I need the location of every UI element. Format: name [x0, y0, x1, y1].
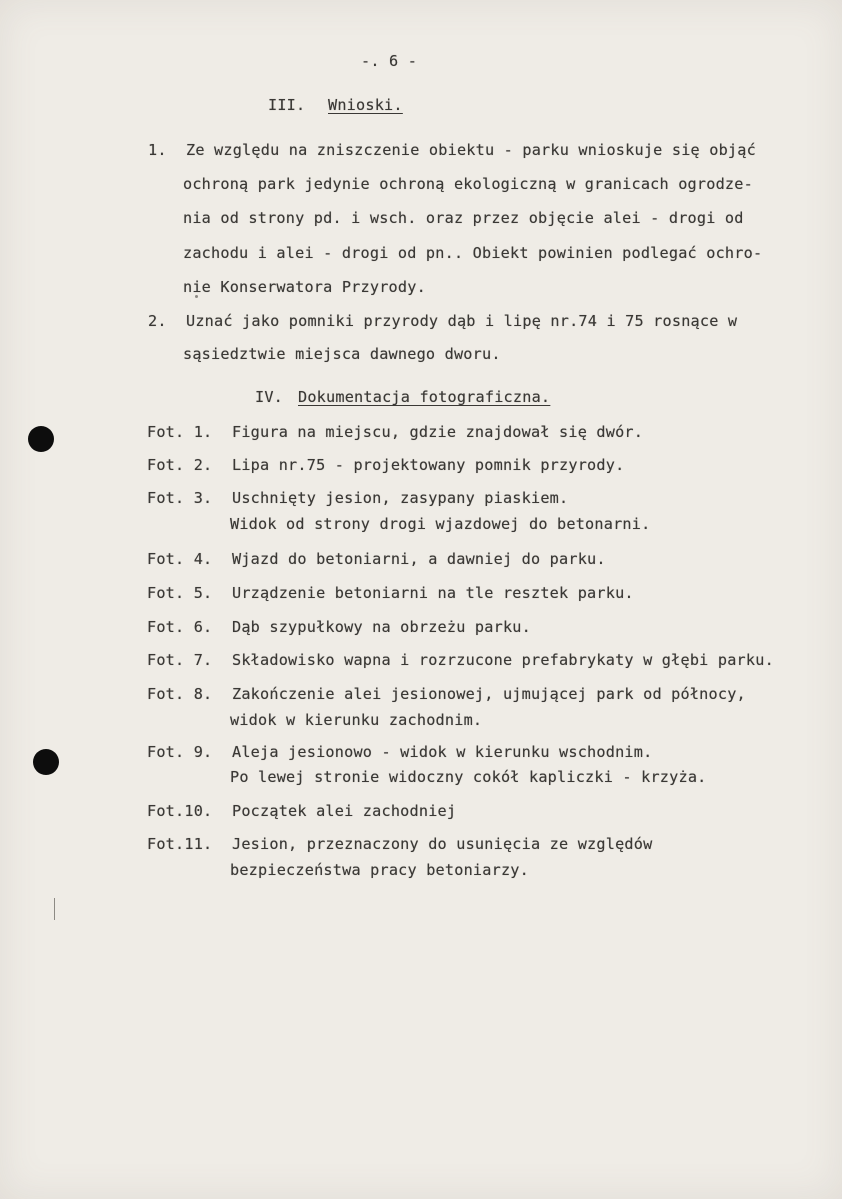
- photo-caption: Po lewej stronie widoczny cokół kapliczki - krzyża.: [230, 768, 707, 786]
- conclusion-line: Ze względu na zniszczenie obiektu - parku wnioskuje się objąć: [186, 141, 756, 159]
- photo-caption: Jesion, przeznaczony do usunięcia ze względów: [232, 835, 653, 853]
- photo-label: Fot. 6.: [147, 618, 213, 636]
- conclusion-line: nia od strony pd. i wsch. oraz przez objęcie alei - drogi od: [183, 209, 744, 227]
- photo-caption: Urządzenie betoniarni na tle resztek parku.: [232, 584, 634, 602]
- conclusion-line: zachodu i alei - drogi od pn.. Obiekt powinien podlegać ochro-: [183, 244, 763, 262]
- photo-label: Fot. 9.: [147, 743, 213, 761]
- photo-caption: Widok od strony drogi wjazdowej do betonarni.: [230, 515, 651, 533]
- photo-label: Fot. 4.: [147, 550, 213, 568]
- photo-caption: Początek alei zachodniej: [232, 802, 457, 820]
- photo-label: Fot. 2.: [147, 456, 213, 474]
- photo-caption: bezpieczeństwa pracy betoniarzy.: [230, 861, 529, 879]
- section-heading-title: Dokumentacja fotograficzna.: [298, 388, 551, 406]
- photo-caption: Składowisko wapna i rozrzucone prefabrykaty w głębi parku.: [232, 651, 774, 669]
- photo-caption: Wjazd do betoniarni, a dawniej do parku.: [232, 550, 606, 568]
- photo-label: Fot. 8.: [147, 685, 213, 703]
- punch-hole: [33, 749, 59, 775]
- conclusion-number: 1.: [148, 141, 167, 159]
- section-heading-numeral: III.: [268, 96, 306, 114]
- photo-caption: Figura na miejscu, gdzie znajdował się dwór.: [232, 423, 644, 441]
- conclusion-number: 2.: [148, 312, 167, 330]
- photo-label: Fot. 7.: [147, 651, 213, 669]
- conclusion-line: Uznać jako pomniki przyrody dąb i lipę nr.74 i 75 rosnące w: [186, 312, 738, 330]
- photo-label: Fot.11.: [147, 835, 213, 853]
- photo-label: Fot. 5.: [147, 584, 213, 602]
- paper-mark: [54, 898, 55, 920]
- photo-label: Fot. 1.: [147, 423, 213, 441]
- photo-caption: Lipa nr.75 - projektowany pomnik przyrody.: [232, 456, 625, 474]
- photo-label: Fot. 3.: [147, 489, 213, 507]
- photo-caption: widok w kierunku zachodnim.: [230, 711, 483, 729]
- photo-caption: Zakończenie alei jesionowej, ujmującej park od północy,: [232, 685, 746, 703]
- photo-caption: Dąb szypułkowy na obrzeżu parku.: [232, 618, 531, 636]
- section-heading-title: Wnioski.: [328, 96, 403, 114]
- punch-hole: [28, 426, 54, 452]
- page-number: -. 6 -: [361, 52, 418, 70]
- photo-caption: Aleja jesionowo - widok w kierunku wschodnim.: [232, 743, 653, 761]
- photo-label: Fot.10.: [147, 802, 213, 820]
- section-heading-numeral: IV.: [255, 388, 284, 406]
- photo-caption: Uschnięty jesion, zasypany piaskiem.: [232, 489, 569, 507]
- conclusion-line: nie Konserwatora Przyrody.: [183, 278, 426, 296]
- conclusion-line: sąsiedztwie miejsca dawnego dworu.: [183, 345, 501, 363]
- conclusion-line: ochroną park jedynie ochroną ekologiczną w granicach ogrodze-: [183, 175, 753, 193]
